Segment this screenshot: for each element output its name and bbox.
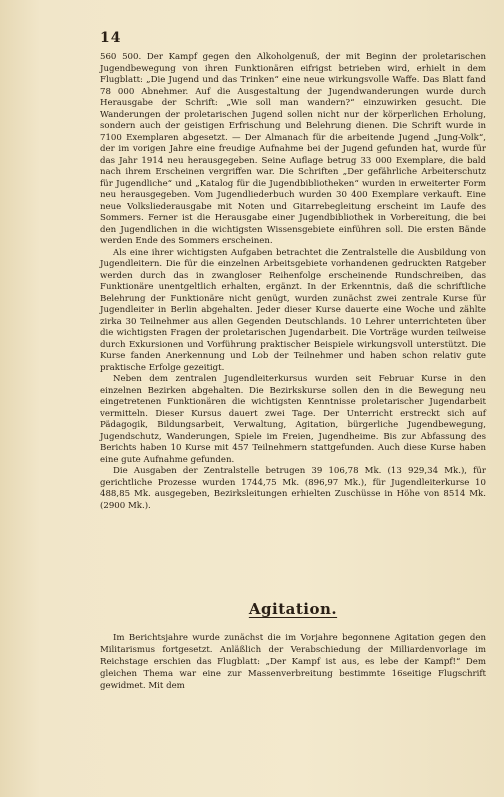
section-heading: Agitation. bbox=[248, 600, 338, 618]
paragraph: Als eine ihrer wichtigsten Aufgaben betrachtet die Zentralstelle die Ausbildung von Jugendleitern. Die für die einzelnen Arbeitsgebiete vorhandenen gedruckten Ratgeber werden durch das in zwangloser Reihenfolge erscheinende Rundschreiben, das Funktionäre unentgeltlich erhalten, ergänzt. In der Erkenntnis, daß die schriftliche Belehrung der Funktionäre nicht genügt, wurden zunächst zwei zentrale Kurse für Jugendleiter in Berlin abgehalten. Jeder dieser Kurse dauerte eine Woche und zählte zirka 30 Teilnehmer aus allen Gegenden Deutschlands. 10 Lehrer unterrichteten über die wichtigsten Fragen der proletarischen Jugendarbeit. Die Vorträge wurden teilweise durch Exkursionen und Vorführung praktischer Beispiele wirkungsvoll unterstützt. Die Kurse fanden Anerkennung und Lob der Teilnehmer und haben schon relativ gute praktische Erfolge gezeitigt. bbox=[100, 247, 486, 373]
paragraph: 560 500. Der Kampf gegen den Alkoholgenuß, der mit Beginn der proletarischen Jugendbewegung von ihren Funktionären eifrigst betrieben wird, erhielt in dem Flugblatt: „Die Jugend und das Trinken“ eine neue wirkungsvolle Waffe. Das Blatt fand 78 000 Abnehmer. Auf die Ausgestaltung der Jugendwanderungen wurde durch Herausgabe der Schrift: „Wie soll man wandern?“ einzuwirken gesucht. Die Wanderungen der proletarischen Jugend sollen nicht nur der körperlichen Erholung, sondern auch der geistigen Erfrischung und Belehrung dienen. Die Schrift wurde in 7100 Exemplaren abgesetzt. — Der Almanach für die arbeitende Jugend „Jung-Volk“, der im vorigen Jahre eine freudige Aufnahme bei der Jugend gefunden hat, wurde für das Jahr 1914 neu herausgegeben. Seine Auflage betrug 33 000 Exemplare, die bald nach ihrem Erscheinen vergriffen war. Die Schriften „Der gefährliche Arbeiterschutz für Jugendliche“ und „Katalog für die Jugendbibliotheken“ wurden in erweiterter Form neu herausgegeben. Vom Jugendliederbuch wurden 30 400 Exemplare verkauft. Eine neue Volksliederausgabe mit Noten und Gitarrebegleitung erscheint im Laufe des Sommers. Ferner ist die Herausgabe einer Jugendbibliothek in Vorbereitung, die bei den Jugendlichen in die wichtigsten Wissensgebiete einführen soll. Die ersten Bände werden Ende des Sommers erscheinen. bbox=[100, 52, 486, 246]
report-body bbox=[100, 52, 486, 512]
paragraph: Die Ausgaben der Zentralstelle betrugen 39 106,78 Mk. (13 929,34 Mk.), für gerichtliche Prozesse wurden 1744,75 Mk. (896,97 Mk.), für Jugendleiterkurse 10 488,85 Mk. ausgegeben, Bezirksleitungen erhielten Zuschüsse in Höhe von 8514 Mk. (2900 Mk.). bbox=[100, 466, 486, 511]
agitation-section bbox=[100, 632, 486, 692]
paragraph: Im Berichtsjahre wurde zunächst die im Vorjahre begonnene Agitation gegen den Militarismus fortgesetzt. Anläßlich der Verabschiedung der Milliardenvorlage im Reichstage erschien das Flugblatt: „Der Kampf ist aus, es lebe der Kampf!“ Dem gleichen Thema war eine zur Massenverbreitung bestimmte 16seitige Flugschrift gewidmet. Mit dem bbox=[100, 633, 486, 691]
page-number: 14 bbox=[100, 30, 122, 46]
paragraph: Neben dem zentralen Jugendleiterkursus wurden seit Februar Kurse in den einzelnen Bezirken abgehalten. Die Bezirkskurse sollen den in die Bewegung neu eingetretenen Funktionären die wichtigsten Kenntnisse proletarischer Jugendarbeit vermitteln. Dieser Kursus dauert zwei Tage. Der Unterricht erstreckt sich auf Pädagogik, Bildungsarbeit, Verwaltung, Agitation, bürgerliche Jugendbewegung, Jugendschutz, Wanderungen, Spiele im Freien, Jugendheime. Bis zur Abfassung des Berichts haben 10 Kurse mit 457 Teilnehmern stattgefunden. Auch diese Kurse haben eine gute Aufnahme gefunden. bbox=[100, 374, 486, 465]
